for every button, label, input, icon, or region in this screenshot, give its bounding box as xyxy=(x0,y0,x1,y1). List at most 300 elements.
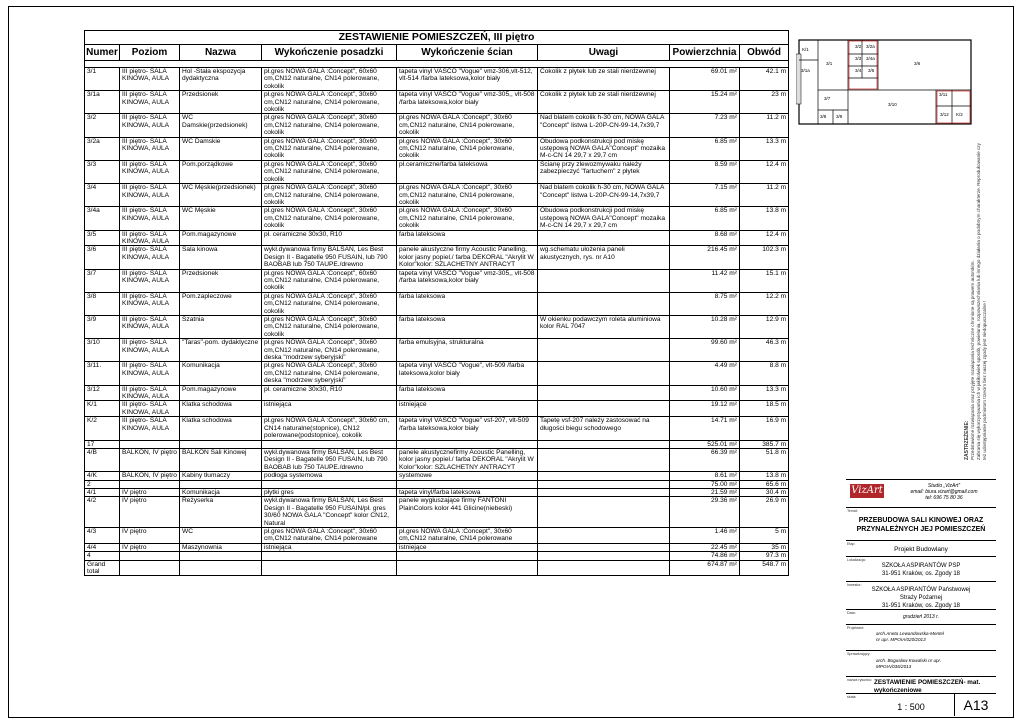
room-number: 4/B xyxy=(85,448,120,471)
room-number: 3/8 xyxy=(85,292,120,315)
floor-finish: płytki gres xyxy=(262,488,397,496)
room-number: 3/7 xyxy=(85,269,120,292)
room-area: 10.60 m² xyxy=(670,385,740,401)
location-line-2: 31-951 Kraków, os. Zgody 18 xyxy=(881,571,961,577)
floor-finish xyxy=(262,440,397,448)
room-notes xyxy=(538,362,670,385)
room-level: III piętro- SALA KINOWA, AULA xyxy=(120,292,180,315)
room-area: 29.36 m² xyxy=(670,497,740,528)
room-name: Reżyserka xyxy=(180,497,262,528)
room-level: III piętro- SALA KINOWA, AULA xyxy=(120,230,180,246)
room-area: 525.01 m² xyxy=(670,440,740,448)
column-header: Wykończenie ścian xyxy=(397,45,538,61)
room-notes xyxy=(538,527,670,543)
room-level: III piętro- SALA KINOWA, AULA xyxy=(120,114,180,137)
title-block xyxy=(846,479,996,715)
floor-finish xyxy=(262,480,397,488)
floor-finish: istniejąca xyxy=(262,401,397,417)
room-notes: Obudowa podkonstrukcji pod miskę ustępową NOWA GALA"Concept" mozaika M-c-CN 14 29,7 x 29,7 cm xyxy=(538,137,670,160)
table-row xyxy=(85,560,789,576)
room-perimeter: 16.9 m xyxy=(740,417,789,440)
room-number: 3/2a xyxy=(85,137,120,160)
plan-room-label: 3/8 xyxy=(820,114,827,119)
wall-finish: pł.gres NOWA GALA :Concept", 30x60 cm,CN12 naturalne, CN14 polerowane, cokolik xyxy=(397,184,538,207)
room-notes xyxy=(538,560,670,576)
room-notes xyxy=(538,440,670,448)
plan-room-label: 3/4a xyxy=(866,56,875,61)
room-perimeter: 18.5 m xyxy=(740,401,789,417)
wall-finish: tapeta vinyl VASCO "Vogue" vsf-207, vlt-509 /farba lateksowa,kolor biały xyxy=(397,417,538,440)
room-notes xyxy=(538,230,670,246)
checker-license: MPOIA/036/2013 xyxy=(876,664,912,669)
room-perimeter: 13.3 m xyxy=(740,137,789,160)
table-header-row xyxy=(85,45,789,61)
room-area: 10.28 m² xyxy=(670,316,740,339)
room-perimeter: 51.8 m xyxy=(740,448,789,471)
wall-finish xyxy=(397,480,538,488)
scale-row xyxy=(846,693,996,715)
investor-line-3: 31-951 Kraków, os. Zgody 18 xyxy=(881,603,961,609)
room-number: 3/12 xyxy=(85,385,120,401)
column-header: Numer xyxy=(85,45,120,61)
room-area: 74.86 m² xyxy=(670,552,740,560)
drawing-scale: 1 : 500 xyxy=(897,702,925,712)
table-row xyxy=(85,401,789,417)
room-area: 8.75 m² xyxy=(670,292,740,315)
column-header: Obwód xyxy=(740,45,789,61)
room-perimeter: 97.3 m xyxy=(740,552,789,560)
room-level: IV piętro xyxy=(120,488,180,496)
floor-finish: pł.gres NOWA GALA :Concept", 30x60 cm,CN12 naturalne, CN14 polerowane, cokolik xyxy=(262,292,397,315)
table-row xyxy=(85,68,789,91)
room-notes: Cokolik z płytek lub ze stali nierdzewnej xyxy=(538,91,670,114)
plan-room-label: 3/5 xyxy=(868,68,875,73)
room-area: 99.60 m² xyxy=(670,339,740,362)
floor-finish: pł.gres NOWA GALA :Concept", 30x60 cm,CN12 naturalne, CN14 polerowane, cokolik xyxy=(262,160,397,183)
floor-finish: wykł.dywanowa firmy BALSAN, Les Best Design II - Bagatelle 950 FUSAIN, lub 790 BAOBAB lub 750 TAUPE./drewno xyxy=(262,448,397,471)
wall-finish: farba emulsyjna, strukturalna xyxy=(397,339,538,362)
room-name: Pom.zapleczowe xyxy=(180,292,262,315)
table-row xyxy=(85,543,789,551)
room-notes: Tapetę vsf-207 należy zastosować na długości biegu schodowego xyxy=(538,417,670,440)
room-number: K/1 xyxy=(85,401,120,417)
room-perimeter: 30.4 m xyxy=(740,488,789,496)
room-number: 3/4a xyxy=(85,207,120,230)
room-name: Szatnia xyxy=(180,316,262,339)
room-perimeter: 15.1 m xyxy=(740,269,789,292)
wall-finish xyxy=(397,552,538,560)
wall-finish: farba lateksowa xyxy=(397,385,538,401)
room-name: Przedsionek xyxy=(180,91,262,114)
room-name: Sala kinowa xyxy=(180,246,262,269)
floor-finish: podłoga systemowa xyxy=(262,472,397,480)
room-name: Maszynownia xyxy=(180,543,262,551)
floor-finish: pł.gres NOWA GALA :Concept", 60x60 cm,CN12 naturalne, CN14 polerowane, cokolik xyxy=(262,269,397,292)
wall-finish xyxy=(397,440,538,448)
room-number: 4/4 xyxy=(85,543,120,551)
room-name: Pom.porządkowe xyxy=(180,160,262,183)
room-notes xyxy=(538,543,670,551)
room-notes: Ścianę przy zlewozmywaku należy zabezpieczyć "fartuchem" z płytek xyxy=(538,160,670,183)
room-name: Pom.magazynowe xyxy=(180,230,262,246)
designer-row xyxy=(846,624,996,650)
room-name: WC Damskie xyxy=(180,137,262,160)
room-notes xyxy=(538,488,670,496)
wall-finish: systemowe xyxy=(397,472,538,480)
project-stage: Projekt Budowlany xyxy=(894,546,948,553)
spacer-row xyxy=(85,61,789,68)
room-area: 6.85 m² xyxy=(670,207,740,230)
room-perimeter: 42.1 m xyxy=(740,68,789,91)
room-area: 4.49 m² xyxy=(670,362,740,385)
checker-row xyxy=(846,650,996,676)
topic-row xyxy=(846,507,996,540)
drawing-name: ZESTAWIENIE POMIESZCZEŃ- mat. wykończeniowe xyxy=(874,679,981,694)
table-row xyxy=(85,527,789,543)
room-number: 4/1 xyxy=(85,488,120,496)
room-perimeter: 23 m xyxy=(740,91,789,114)
wall-finish: farba lateksowa xyxy=(397,316,538,339)
room-number: 4/3 xyxy=(85,527,120,543)
studio-tel: tel: 696 75 80 36 xyxy=(925,495,963,501)
floor-finish: pł.gres NOWA GALA :Concept", 30x60 cm,CN12 naturalne, CN14 polerowane, cokolik xyxy=(262,316,397,339)
room-schedule xyxy=(84,30,788,576)
date-row xyxy=(846,609,996,624)
table-row xyxy=(85,160,789,183)
room-area: 216.45 m² xyxy=(670,246,740,269)
room-perimeter: 46.3 m xyxy=(740,339,789,362)
wall-finish: pł.gres NOWA GALA :Concept", 30x60 cm,CN12 naturalne, CN14 polerowane xyxy=(397,527,538,543)
column-header: Poziom xyxy=(120,45,180,61)
room-area: 8.61 m² xyxy=(670,472,740,480)
room-notes xyxy=(538,480,670,488)
room-name: WC Męskie xyxy=(180,207,262,230)
floor-finish: pł.gres NOWA GALA :Concept", 60x60 cm,CN12 naturalne, CN14 polerowane, cokolik xyxy=(262,68,397,91)
room-perimeter: 5 m xyxy=(740,527,789,543)
floor-finish: pł.gres NOWA GALA :Concept", 30x60 cm,CN12 naturalne, CN14 polerowane, deska "modrzew syberyjski" xyxy=(262,339,397,362)
room-number: 3/2 xyxy=(85,114,120,137)
plan-room-label: 3/6 xyxy=(914,61,921,66)
room-area: 75.00 m² xyxy=(670,480,740,488)
wall-finish: pł.ceramiczne/farba lateksowa xyxy=(397,160,538,183)
room-level: III piętro- SALA KINOWA, AULA xyxy=(120,207,180,230)
room-perimeter: 548.7 m xyxy=(740,560,789,576)
room-number: 4/K xyxy=(85,472,120,480)
room-level: III piętro- SALA KINOWA, AULA xyxy=(120,91,180,114)
floor-finish xyxy=(262,560,397,576)
room-level: BALKON, IV piętro xyxy=(120,448,180,471)
floor-finish: pł.gres NOWA GALA :Concept", 30x60 cm,CN12 naturalne, CN14 polerowane, deska "modrzew syberyjski" xyxy=(262,362,397,385)
column-header: Wykończenie posadzki xyxy=(262,45,397,61)
room-level xyxy=(120,552,180,560)
room-level: III piętro- SALA KINOWA, AULA xyxy=(120,401,180,417)
room-area: 11.42 m² xyxy=(670,269,740,292)
room-number: Grand total xyxy=(85,560,120,576)
room-name: Klatka schodowa xyxy=(180,417,262,440)
room-name: Klatka schodowa xyxy=(180,401,262,417)
plan-room-label: 3/7 xyxy=(824,96,831,101)
room-perimeter: 13.8 m xyxy=(740,207,789,230)
floor-finish: pł.gres NOWA GALA :Concept", 30x60 cm,CN12 naturalne, CN14 polerowane xyxy=(262,527,397,543)
wall-finish: tapeta vinyl VASCO "Vogue" vmz-305,, vlt-508 /farba lateksowa,kolor biały xyxy=(397,91,538,114)
table-row xyxy=(85,207,789,230)
room-level: III piętro- SALA KINOWA, AULA xyxy=(120,417,180,440)
drawing-label: nazwa rysunku: xyxy=(847,678,872,682)
room-name: BALKON Sali Kinowej xyxy=(180,448,262,471)
investor-row xyxy=(846,581,996,609)
room-name xyxy=(180,552,262,560)
table-row xyxy=(85,184,789,207)
designer-license: nr upr. MPOIA/020/2013 xyxy=(876,637,926,642)
room-notes: Nad blatem cokolik h-30 cm, NOWA GALA "Concept" listwa L-20P-CN-99-14,7x39,7 xyxy=(538,114,670,137)
table-row xyxy=(85,448,789,471)
room-level xyxy=(120,560,180,576)
floor-finish: pł.gres NOWA GALA :Concept", 30x60 cm,CN12 naturalne, CN14 polerowane, cokolik xyxy=(262,91,397,114)
wall-finish: tapeta vinyl VASCO "Vogue" vmz-306,vlt-512, vlt-514 /farba lateksowa,kolor biały xyxy=(397,68,538,91)
room-perimeter: 12.4 m xyxy=(740,230,789,246)
table-row xyxy=(85,339,789,362)
room-level: III piętro- SALA KINOWA, AULA xyxy=(120,339,180,362)
wall-finish: panele akustycznefirmy Acoustic Panelling, kolor jasny popiel./ farba DEKORAL "Akrylit W Kolor"kolor: SZLACHETNY ANTRACYT xyxy=(397,448,538,471)
table-row xyxy=(85,316,789,339)
table-row xyxy=(85,385,789,401)
topic-label: Temat: xyxy=(847,509,858,513)
room-number: 3/11. xyxy=(85,362,120,385)
room-area: 21.59 m² xyxy=(670,488,740,496)
floor-finish: pł. ceramiczne 30x30, R10 xyxy=(262,230,397,246)
wall-finish: istniejące xyxy=(397,543,538,551)
plan-stair-left xyxy=(796,54,801,104)
room-name: Komunikacja xyxy=(180,488,262,496)
room-level xyxy=(120,440,180,448)
room-notes: W okienku podawczym roleta aluminiowa kolor RAL 7047 xyxy=(538,316,670,339)
room-level: III piętro- SALA KINOWA, AULA xyxy=(120,316,180,339)
room-notes xyxy=(538,497,670,528)
room-perimeter: 12.4 m xyxy=(740,160,789,183)
date-label: Data: xyxy=(847,611,856,615)
room-level: III piętro- SALA KINOWA, AULA xyxy=(120,246,180,269)
designer-name: arch.Aneta Lewandowska-Mentel xyxy=(876,631,944,636)
room-level: III piętro- SALA KINOWA, AULA xyxy=(120,362,180,385)
wall-finish: istniejące xyxy=(397,401,538,417)
stage-row xyxy=(846,540,996,556)
floor-finish xyxy=(262,552,397,560)
drawing-name-row xyxy=(846,676,996,693)
room-area: 22.45 m² xyxy=(670,543,740,551)
table-row xyxy=(85,292,789,315)
copyright-heading: ZASTRZEŻENIE: xyxy=(964,420,970,460)
floor-finish: istniejąca xyxy=(262,543,397,551)
room-area: 6.85 m² xyxy=(670,137,740,160)
studio-email: email: biura.vizart@gmail.com xyxy=(910,489,978,495)
room-level: III piętro- SALA KINOWA, AULA xyxy=(120,385,180,401)
location-line-1: SZKOŁA ASPIRANTÓW PSP xyxy=(881,563,961,569)
room-name xyxy=(180,440,262,448)
room-number: 3/6 xyxy=(85,246,120,269)
room-perimeter: 385.7 m xyxy=(740,440,789,448)
wall-finish: tapeta vinyl/farba lateksowa xyxy=(397,488,538,496)
room-perimeter: 12.9 m xyxy=(740,316,789,339)
room-area: 8.68 m² xyxy=(670,230,740,246)
checker-name: arch. Bogusław Kowalski nr upr. xyxy=(876,658,942,663)
scale-label: skala: xyxy=(847,695,857,699)
room-area: 69.01 m² xyxy=(670,68,740,91)
room-notes xyxy=(538,339,670,362)
floor-finish: pł.gres NOWA GALA :Concept", 30x60 cm,CN12 naturalne, CN14 polerowane, cokolik xyxy=(262,137,397,160)
room-notes xyxy=(538,552,670,560)
room-number: 3/9 xyxy=(85,316,120,339)
studio-row xyxy=(846,479,996,507)
project-topic: PRZEBUDOWA SALI KINOWEJ ORAZ PRZYNALEŻNYCH JEJ POMIESZCZEŃ xyxy=(856,517,986,533)
copyright-line-1: Przedstawione rozwiązania oraz przyjęte rozwiązania techniczne chronione są prawem autorskim. xyxy=(970,260,975,460)
plan-room-label: 3/2 xyxy=(855,44,862,49)
room-name: Kabiny tłumaczy xyxy=(180,472,262,480)
project-date: grudzień 2013 r. xyxy=(903,614,939,620)
table-row xyxy=(85,269,789,292)
sheet-number: A13 xyxy=(954,694,997,716)
plan-room-label: 3/4 xyxy=(855,68,862,73)
room-number: 3/3 xyxy=(85,160,120,183)
plan-room-label: 3/12 xyxy=(940,112,949,117)
floor-finish: wykł.dywanowa firmy BALSAN, Les Best Design II - Bagatelle 950 FUSAIN, lub 790 BAOBAB lub 750 TAUPE./drewno xyxy=(262,246,397,269)
room-number: 3/5 xyxy=(85,230,120,246)
room-level: IV piętro xyxy=(120,543,180,551)
investor-label: Inwestor: xyxy=(847,583,862,587)
room-perimeter: 8.8 m xyxy=(740,362,789,385)
room-area: 7.15 m² xyxy=(670,184,740,207)
table-row xyxy=(85,417,789,440)
room-schedule-table xyxy=(84,30,789,576)
floor-finish: pł.gres NOWA GALA :Concept", 30x60 cm, CN14 naturalne(stopnice), CN12 polerowane(podstopnice), cokolik xyxy=(262,417,397,440)
room-name: Pom.magazynowe xyxy=(180,385,262,401)
plan-room-label: 3/2a xyxy=(866,44,875,49)
room-number: 3/1 xyxy=(85,68,120,91)
room-number: 2 xyxy=(85,480,120,488)
floor-finish: pł.gres NOWA GALA :Concept", 30x60 cm,CN12 naturalne, CN14 polerowane, cokolik xyxy=(262,207,397,230)
plan-room-label: 3/1a xyxy=(801,68,810,73)
table-row xyxy=(85,246,789,269)
room-notes xyxy=(538,401,670,417)
copyright-note xyxy=(962,80,992,460)
room-perimeter: 26.9 m xyxy=(740,497,789,528)
table-row xyxy=(85,552,789,560)
wall-finish: pł.gres NOWA GALA :Concept", 30x60 cm,CN12 naturalne, CN14 polerowane, cokolik xyxy=(397,137,538,160)
plan-room-label: 3/1 xyxy=(826,61,833,66)
room-number: 4 xyxy=(85,552,120,560)
floor-finish: pł. ceramiczne 30x30, R10 xyxy=(262,385,397,401)
room-number: 3/4 xyxy=(85,184,120,207)
table-row xyxy=(85,114,789,137)
floor-finish: pł.gres NOWA GALA :Concept", 30x60 cm,CN12 naturalne, CN14 polerowane, cokolik xyxy=(262,184,397,207)
room-notes: Obudowa podkonstrukcji pod miskę ustępową NOWA GALA"Concept" mozaika M-c-CN 14 29,7 x 29,7 cm xyxy=(538,207,670,230)
wall-finish: pł.gres NOWA GALA :Concept", 30x60 cm,CN12 naturalne, CN14 polerowane, cokolik xyxy=(397,114,538,137)
room-name: Przedsionek xyxy=(180,269,262,292)
room-perimeter: 13.3 m xyxy=(740,385,789,401)
column-header: Powierzchnia xyxy=(670,45,740,61)
room-name: Hol -Stała ekspozycja dydaktyczna xyxy=(180,68,262,91)
vizart-logo: VizArt xyxy=(851,485,883,496)
room-perimeter: 102.3 m xyxy=(740,246,789,269)
room-level: BALKON, IV piętro xyxy=(120,472,180,480)
room-name: WC Damskie(przedsionek) xyxy=(180,114,262,137)
designer-label: Projektant: xyxy=(847,626,865,630)
room-level: III piętro- SALA KINOWA, AULA xyxy=(120,160,180,183)
plan-room-label: 3/10 xyxy=(888,102,897,107)
column-header: Nazwa xyxy=(180,45,262,61)
room-level: IV piętro xyxy=(120,527,180,543)
room-notes: Nad blatem cokolik h-30 cm, NOWA GALA "Concept" listwa L-20P-CN-99-14,7x39,7 xyxy=(538,184,670,207)
plan-room-label: K/2 xyxy=(956,112,963,117)
investor-line-2: Straży Pożarnej xyxy=(899,595,943,601)
table-row xyxy=(85,480,789,488)
room-perimeter: 35 m xyxy=(740,543,789,551)
room-notes: wg.schematu ułożenia paneli akustycznych, rys. nr A10 xyxy=(538,246,670,269)
room-name xyxy=(180,480,262,488)
table-row xyxy=(85,440,789,448)
plan-room-label: 3/11 xyxy=(939,92,948,97)
table-row xyxy=(85,362,789,385)
room-notes xyxy=(538,472,670,480)
wall-finish: pł.gres NOWA GALA :Concept", 30x60 cm,CN12 naturalne, CN14 polerowane, cokolik xyxy=(397,207,538,230)
room-notes xyxy=(538,448,670,471)
room-number: 3/10 xyxy=(85,339,120,362)
room-number: K/2 xyxy=(85,417,120,440)
floor-finish: pł.gres NOWA GALA :Concept", 30x60 cm,CN12 naturalne, CN14 polerowane, cokolik xyxy=(262,114,397,137)
room-perimeter: 11.2 m xyxy=(740,184,789,207)
stage-label: Etap: xyxy=(847,542,856,546)
table-title: ZESTAWIENIE POMIESZCZEŃ, III piętro xyxy=(85,31,789,45)
room-area: 7.23 m² xyxy=(670,114,740,137)
room-notes xyxy=(538,385,670,401)
table-row xyxy=(85,230,789,246)
room-area: 1.46 m² xyxy=(670,527,740,543)
room-area: 15.24 m² xyxy=(670,91,740,114)
room-notes xyxy=(538,292,670,315)
room-area: 8.59 m² xyxy=(670,160,740,183)
table-row xyxy=(85,472,789,480)
room-name: Komunikacja xyxy=(180,362,262,385)
room-name: WC xyxy=(180,527,262,543)
copyright-line-2: Zabrania się wykorzystywania ich w jakikolwiek sposób, powielania, rozpowszechniania lub innego działania o podobnym charakterze. Reprodukowanie czy xyxy=(976,143,981,460)
copyright-line-3: też udostępnianie podmiotom trzecim bez naszej zgody jest niedopuszczalne ! xyxy=(982,300,987,460)
table-row xyxy=(85,488,789,496)
room-notes: Cokolik z płytek lub ze stali nierdzewnej xyxy=(538,68,670,91)
room-level xyxy=(120,480,180,488)
room-number: 3/1a xyxy=(85,91,120,114)
room-perimeter: 65.6 m xyxy=(740,480,789,488)
room-level: III piętro- SALA KINOWA, AULA xyxy=(120,184,180,207)
investor-line-1: SZKOŁA ASPIRANTÓW Państwowej xyxy=(871,587,971,593)
room-perimeter: 11.2 m xyxy=(740,114,789,137)
plan-labels xyxy=(801,44,963,119)
room-area: 14.71 m² xyxy=(670,417,740,440)
plan-room-label: 3/9 xyxy=(836,114,843,119)
table-row xyxy=(85,497,789,528)
room-number: 4/2 xyxy=(85,497,120,528)
location-label: Lokalizacja: xyxy=(847,558,866,562)
wall-finish: farba lateksowa xyxy=(397,292,538,315)
room-notes xyxy=(538,269,670,292)
room-perimeter: 12.2 m xyxy=(740,292,789,315)
wall-finish xyxy=(397,560,538,576)
location-row xyxy=(846,556,996,581)
studio-name: Studio „VizArt” xyxy=(927,483,961,489)
room-number: 17 xyxy=(85,440,120,448)
room-name: WC Męskie(przedsionek) xyxy=(180,184,262,207)
room-area: 66.39 m² xyxy=(670,448,740,471)
checker-label: Sprawdzający: xyxy=(847,652,871,656)
room-level: III piętro- SALA KINOWA, AULA xyxy=(120,68,180,91)
